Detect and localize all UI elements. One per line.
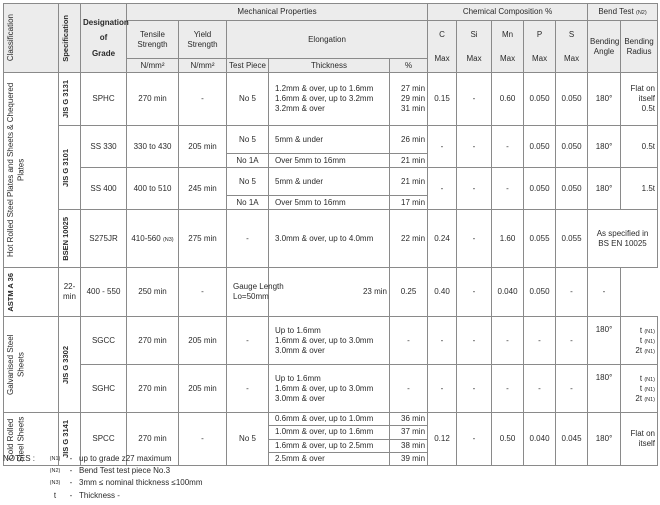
c-cell: - xyxy=(428,126,457,168)
yield-cell: 250 min xyxy=(127,268,179,317)
bending-radius-cell: t (N1) t (N1) 2t (N1) xyxy=(621,317,658,365)
group-cold-rolled: Cold Rolled Steel Sheets xyxy=(4,413,59,466)
s-cell: 0.045 xyxy=(556,413,588,466)
classification-header: Classification xyxy=(4,4,59,73)
thickness-cell: Over 5mm to 16mm xyxy=(269,196,390,210)
test-piece-cell: - xyxy=(227,210,269,268)
test-piece-cell: No 5 xyxy=(227,73,269,126)
percent-cell: 21 min xyxy=(390,168,428,196)
bending-angle-cell: 180° xyxy=(588,365,621,413)
yield-unit: N/mm² xyxy=(179,59,227,73)
thickness-cell: 1.0mm & over, up to 1.6mm xyxy=(269,426,390,439)
tensile-cell: 400 - 550 xyxy=(81,268,127,317)
grade-cell: SPCC xyxy=(81,413,127,466)
s-cell: 0.050 xyxy=(556,73,588,126)
si-cell: - xyxy=(457,73,492,126)
yield-cell: 275 min xyxy=(179,210,227,268)
si-cell: - xyxy=(457,210,492,268)
test-piece-cell: - xyxy=(179,268,227,317)
grade-cell: SS 400 xyxy=(81,168,127,210)
c-cell: - xyxy=(428,365,457,413)
chemical-composition-header: Chemical Composition % xyxy=(428,4,588,21)
yield-cell: - xyxy=(179,413,227,466)
bend-test-header: Bend Test (N2) xyxy=(588,4,658,21)
table-row xyxy=(4,126,658,154)
c-cell: - xyxy=(428,168,457,210)
thickness-cell: Up to 1.6mm 1.6mm & over, up to 3.0mm 3.0mm & over xyxy=(269,365,390,413)
mn-cell: 1.60 xyxy=(492,210,524,268)
p-cell: 0.055 xyxy=(524,210,556,268)
p-cell: - xyxy=(524,317,556,365)
table-row xyxy=(4,168,658,196)
mn-cell: - xyxy=(492,168,524,210)
si-header: Si Max xyxy=(457,21,492,73)
si-cell: 0.40 xyxy=(428,268,457,317)
si-cell: - xyxy=(457,413,492,466)
note-text: up to grade z27 maximum xyxy=(79,454,172,463)
thickness-cell: 3.0mm & over, up to 4.0mm xyxy=(269,210,390,268)
yield-cell: - xyxy=(179,73,227,126)
tensile-cell: 270 min xyxy=(127,413,179,466)
bending-radius-cell: t (N1) t (N1) 2t (N1) xyxy=(621,365,658,413)
c-cell: 0.25 xyxy=(390,268,428,317)
note-row: (N2) - Bend Test test piece No.3 xyxy=(3,465,203,477)
c-cell: 0.12 xyxy=(428,413,457,466)
bending-angle-cell: 180° xyxy=(588,317,621,365)
bending-radius-cell: Flat on itself xyxy=(621,413,658,466)
s-cell: 0.050 xyxy=(556,126,588,168)
grade-cell: SGCC xyxy=(81,317,127,365)
tensile-cell: 330 to 430 xyxy=(127,126,179,168)
thickness-cell: Gauge Length Lo=50mm xyxy=(227,268,269,317)
percent-cell: 23 min xyxy=(269,268,390,317)
percent-cell: 38 min xyxy=(390,439,428,452)
designation-header: Designation of Grade xyxy=(81,4,127,73)
spec-cell: ASTM A 36 xyxy=(4,268,59,317)
spec-cell: BSEN 10025 xyxy=(59,210,81,268)
bending-radius-cell: - xyxy=(588,268,621,317)
table-row xyxy=(4,317,658,365)
mn-header: Mn Max xyxy=(492,21,524,73)
table-row xyxy=(4,413,658,426)
s-cell: 0.050 xyxy=(556,168,588,210)
note-text: Thickness - xyxy=(79,490,120,500)
test-piece-cell: - xyxy=(227,317,269,365)
percent-cell: 22 min xyxy=(390,210,428,268)
percent-cell: 26 min xyxy=(390,126,428,154)
percent-header: % xyxy=(390,59,428,73)
c-cell: 0.24 xyxy=(428,210,457,268)
notes-label: NOTES : xyxy=(3,454,36,463)
percent-cell: - xyxy=(390,365,428,413)
thickness-cell: 5mm & under xyxy=(269,168,390,196)
table-row xyxy=(4,73,658,126)
yield-cell: 205 min xyxy=(179,317,227,365)
si-cell: - xyxy=(457,317,492,365)
c-cell: - xyxy=(428,317,457,365)
specification-table xyxy=(3,3,658,466)
bend-test-cell: As specified in BS EN 10025 xyxy=(588,210,658,268)
percent-cell: - xyxy=(390,317,428,365)
bending-radius-cell: 0.5t xyxy=(621,126,658,168)
note-key: (N2) xyxy=(49,468,61,475)
s-cell: - xyxy=(556,317,588,365)
grade-cell: SGHC xyxy=(81,365,127,413)
p-cell: 0.040 xyxy=(524,413,556,466)
table-row xyxy=(4,210,658,268)
note-row: (N3) - 3mm ≤ nominal thickness ≤100mm xyxy=(3,477,203,489)
thickness-cell: 0.6mm & over, up to 1.0mm xyxy=(269,413,390,426)
mechanical-properties-header: Mechanical Properties xyxy=(127,4,428,21)
bending-angle-cell: 180° xyxy=(588,73,621,126)
group-hot-rolled: Hot Rolled Steel Plates and Sheets & Chequered Plates xyxy=(4,73,59,268)
tensile-strength-header: Tensile Strength xyxy=(127,21,179,59)
percent-cell: 39 min xyxy=(390,452,428,465)
percent-cell: 36 min xyxy=(390,413,428,426)
p-header: P Max xyxy=(524,21,556,73)
tensile-cell: 400 to 510 xyxy=(127,168,179,210)
percent-cell: 17 min xyxy=(390,196,428,210)
yield-cell: 205 min xyxy=(179,126,227,168)
note-key: (N3) xyxy=(49,480,61,487)
mn-cell: 0.50 xyxy=(492,413,524,466)
yield-cell: 205 min xyxy=(179,365,227,413)
mn-cell: 0.60 xyxy=(492,73,524,126)
bending-angle-cell: 180° xyxy=(588,126,621,168)
thickness-cell: 1.2mm & over, up to 1.6mm 1.6mm & over, up to 3.2mm 3.2mm & over xyxy=(269,73,390,126)
p-cell: 0.050 xyxy=(524,126,556,168)
test-piece-cell: - xyxy=(227,365,269,413)
thickness-cell: 5mm & under xyxy=(269,126,390,154)
test-piece-cell: No 1A xyxy=(227,196,269,210)
thickness-cell: Over 5mm to 16mm xyxy=(269,154,390,168)
table-row xyxy=(4,365,658,413)
p-cell: 0.050 xyxy=(524,73,556,126)
tensile-unit: N/mm² xyxy=(127,59,179,73)
test-piece-header: Test Piece xyxy=(227,59,269,73)
bending-radius-cell: 1.5t xyxy=(621,168,658,210)
bending-radius-cell: Flat on itself 0.5t xyxy=(621,73,658,126)
spec-cell: JIS G 3131 xyxy=(59,73,81,126)
c-cell: 0.15 xyxy=(428,73,457,126)
test-piece-cell: No 5 xyxy=(227,413,269,466)
c-header: C Max xyxy=(428,21,457,73)
mn-cell: - xyxy=(492,126,524,168)
test-piece-cell: No 5 xyxy=(227,168,269,196)
tensile-cell: 270 min xyxy=(127,73,179,126)
note-key: (N1) xyxy=(49,456,61,462)
mn-cell: - xyxy=(492,317,524,365)
bending-radius-header: Bending Radius xyxy=(621,21,658,73)
tensile-cell: 270 min xyxy=(127,317,179,365)
test-piece-cell: No 1A xyxy=(227,154,269,168)
thickness-cell: 2.5mm & over xyxy=(269,452,390,465)
p-cell: 0.040 xyxy=(492,268,524,317)
p-cell: 0.050 xyxy=(524,168,556,210)
note-text: 3mm ≤ nominal thickness ≤100mm xyxy=(79,478,203,488)
yield-strength-header: Yield Strength xyxy=(179,21,227,59)
specification-header: Specification xyxy=(59,4,81,73)
percent-cell: 21 min xyxy=(390,154,428,168)
grade-cell: SS 330 xyxy=(81,126,127,168)
bending-angle-cell: - xyxy=(556,268,588,317)
table-row xyxy=(4,268,658,317)
thickness-cell: Up to 1.6mm 1.6mm & over, up to 3.0mm 3.0mm & over xyxy=(269,317,390,365)
mn-cell: - xyxy=(457,268,492,317)
spec-cell: JIS G 3302 xyxy=(59,317,81,413)
tensile-cell: 410-560 (N3) xyxy=(127,210,179,268)
s-header: S Max xyxy=(556,21,588,73)
s-cell: 0.050 xyxy=(524,268,556,317)
grade-cell: SPHC xyxy=(81,73,127,126)
tensile-cell: 270 min xyxy=(127,365,179,413)
p-cell: - xyxy=(524,365,556,413)
percent-cell: 27 min 29 min 31 min xyxy=(390,73,428,126)
mn-cell: - xyxy=(492,365,524,413)
grade-cell: 22-min xyxy=(59,268,81,317)
bending-angle-cell: 180° xyxy=(588,168,621,210)
note-row: NOTES : (N1) - up to grade z27 maximum xyxy=(3,453,203,465)
spec-cell: JIS G 3101 xyxy=(59,126,81,210)
si-cell: - xyxy=(457,126,492,168)
notes-section xyxy=(3,453,203,502)
grade-cell: S275JR xyxy=(81,210,127,268)
spec-cell: JIS G 3141 xyxy=(59,413,81,466)
s-cell: - xyxy=(556,365,588,413)
si-cell: - xyxy=(457,365,492,413)
note-text: Bend Test test piece No.3 xyxy=(79,466,171,476)
elongation-header: Elongation xyxy=(227,21,428,59)
s-cell: 0.055 xyxy=(556,210,588,268)
thickness-header: Thickness xyxy=(269,59,390,73)
note-key: t xyxy=(53,490,57,500)
percent-cell: 37 min xyxy=(390,426,428,439)
bending-angle-header: Bending Angle xyxy=(588,21,621,73)
yield-cell: 245 min xyxy=(179,168,227,210)
thickness-cell: 1.6mm & over, up to 2.5mm xyxy=(269,439,390,452)
note-row: t - Thickness - xyxy=(3,490,203,502)
test-piece-cell: No 5 xyxy=(227,126,269,154)
bending-angle-cell: 180° xyxy=(588,413,621,466)
group-galvanised: Galvanised Steel Sheets xyxy=(4,317,59,413)
si-cell: - xyxy=(457,168,492,210)
